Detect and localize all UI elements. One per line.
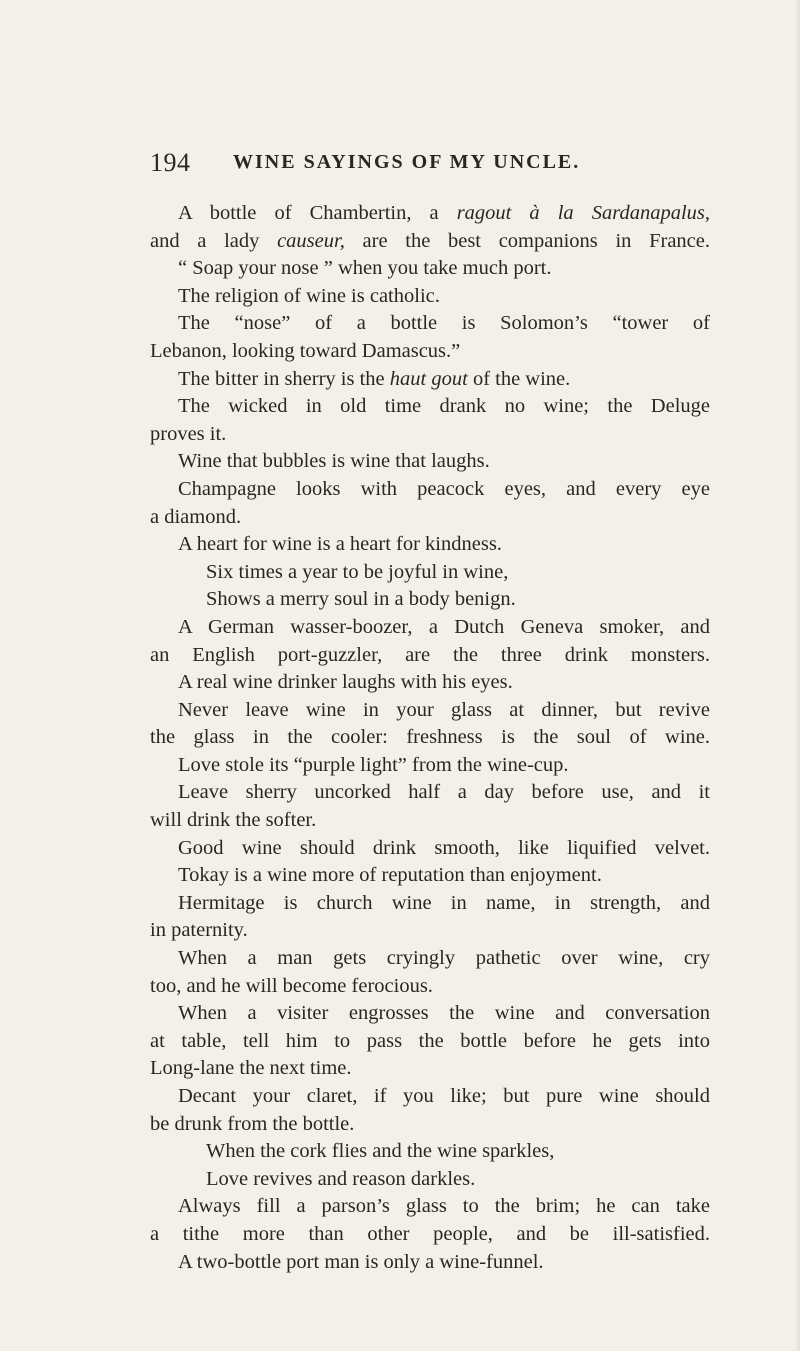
text-line: A real wine drinker laughs with his eyes. [178, 671, 513, 694]
page-header [150, 148, 710, 178]
text-line: Hermitage is church wine in name, in strength, and [178, 891, 710, 914]
text-line: Leave sherry uncorked half a day before use, and it [178, 781, 710, 804]
text-line: and a lady causeur, are the best companions in France. [150, 229, 710, 252]
text-line: Decant your claret, if you like; but pure wine should [178, 1085, 710, 1107]
text-line: proves it. [150, 422, 227, 445]
text-line: the glass in the cooler: freshness is the soul of wine. [150, 726, 710, 749]
text-line: Love revives and reason darkles. [206, 1167, 476, 1190]
text-line: Wine that bubbles is wine that laughs. [178, 450, 490, 473]
text-line: in paternity. [150, 919, 248, 942]
text-line: Always fill a parson’s glass to the brim; he can take [178, 1195, 710, 1218]
text-line: too, and he will become ferocious. [150, 974, 433, 997]
text-line: A German wasser-boozer, a Dutch Geneva smoker, and [178, 615, 710, 638]
text-line: Champagne looks with peacock eyes, and every eye [178, 477, 710, 500]
text-line: When the cork flies and the wine sparkles, [206, 1140, 555, 1163]
text-line: A heart for wine is a heart for kindness. [178, 533, 502, 556]
text-line: be drunk from the bottle. [150, 1112, 355, 1135]
text-line: A two-bottle port man is only a wine-funnel. [178, 1250, 544, 1273]
text-line: Shows a merry soul in a body benign. [206, 588, 516, 611]
running-head: WINE SAYINGS OF MY UNCLE. [233, 151, 581, 173]
text-line: Good wine should drink smooth, like liquified velvet. [178, 836, 710, 859]
text-line: The wicked in old time drank no wine; the Deluge [178, 395, 710, 418]
text-line: When a man gets cryingly pathetic over wine, cry [178, 947, 710, 970]
text-line: The bitter in sherry is the haut gout of the wine. [178, 367, 571, 390]
page-number: 194 [150, 148, 191, 177]
text-line: A bottle of Chambertin, a ragout à la Sardanapalus, [178, 202, 710, 224]
text-line: at table, tell him to pass the bottle before he gets into [150, 1029, 710, 1052]
text-line: When a visiter engrosses the wine and conversation [178, 1002, 710, 1025]
text-line: Love stole its “purple light” from the wine-cup. [178, 753, 569, 776]
text-line: Long-lane the next time. [150, 1057, 352, 1080]
text-line: Never leave wine in your glass at dinner, but revive [178, 698, 710, 721]
text-line: an English port-guzzler, are the three drink monsters. [150, 643, 710, 666]
page-body [150, 200, 710, 1276]
text-line: Six times a year to be joyful in wine, [206, 560, 509, 583]
text-line: “ Soap your nose ” when you take much port. [178, 257, 552, 280]
text-line: Tokay is a wine more of reputation than enjoyment. [178, 864, 602, 887]
text-line: The religion of wine is catholic. [178, 284, 440, 307]
text-line: a tithe more than other people, and be ill-satisfied. [150, 1222, 710, 1245]
page-edge [794, 0, 800, 1351]
text-line: will drink the softer. [150, 809, 317, 832]
text-line: Lebanon, looking toward Damascus.” [150, 339, 461, 362]
text-line: The “nose” of a bottle is Solomon’s “tower of [178, 312, 710, 335]
text-line: a diamond. [150, 505, 242, 528]
